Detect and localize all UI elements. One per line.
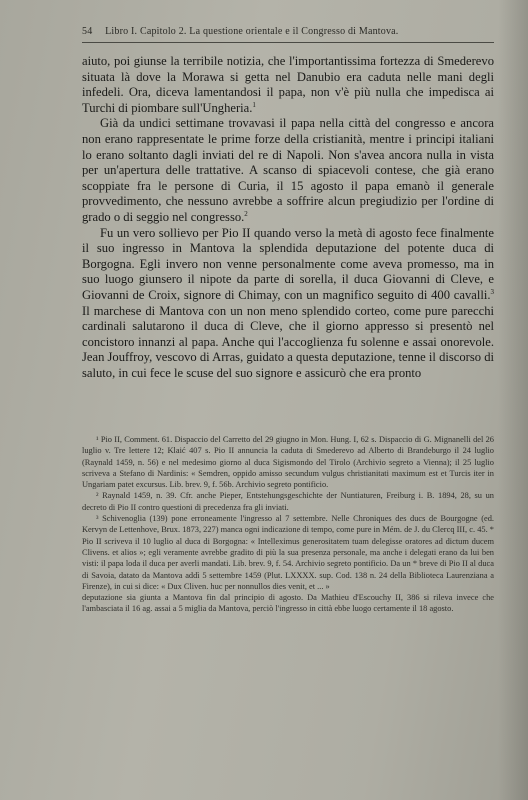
- footnote-ref: 2: [244, 209, 248, 218]
- header-rule: [82, 42, 494, 43]
- footnote-ref: 1: [252, 100, 256, 109]
- page-number: 54: [82, 26, 93, 37]
- paragraph: Fu un vero sollievo per Pio II quando verso la metà di agosto fece finalmente il suo ingresso in Mantova la splendida deputazione del potente duca di Borgogna. Egli invero non venne personalmente come aveva promesso, ma in suo luogo giunsero il nipote da parte di sorella, il duca Giovanni di Cleve, e Giovanni de Croix, signore di Chimay, con un magnifico seguito di 400 cavalli.$^3$ Il marchese di Mantova con un non meno splendido corteo, come pure parecchi cardinali salutarono il duca di Cleve, che il giorno appresso si presentò nel concistoro innanzi al papa. Anche qui l'accoglienza fu solenne e assai onorevole. Jean Jouffroy, vescovo di Arras, guidato a questa deputazione, tenne il discorso di saluto, in cui fece le scuse del suo signore e assicurò che era pronto: [82, 225, 494, 380]
- paragraph: aiuto, poi giunse la terribile notizia, che l'importantissima fortezza di Smederevo situata là dove la Morawa si getta nel Danubio era caduta nelle mani degli infedeli. Ora, diceva lamentandosi il papa, non v'è più nulla che impedisca ai Turchi di piombare sull'Ungheria.$^1$: [82, 54, 494, 115]
- paragraph: Già da undici settimane trovavasi il papa nella città del congresso e ancora non erano rappresentate le prime forze della cristianità, mentre i principi italiani lo erano soltanto dagli inviati del re di Napoli. Non s'avea ancora nulla in vista per un'apertura delle trattative. A scanso di spiacevoli contese, che già erano scoppiate fra le persone di Curia, il 15 agosto il papa emanò il generale provvedimento, che nessuno avrebbe a soffrire alcun pregiudizio per l'ordine di grado o di seggio nel congresso.$^2$: [82, 116, 494, 224]
- footnotes: [82, 434, 494, 615]
- running-title: Libro I. Capitolo 2. La questione orientale e il Congresso di Mantova.: [105, 26, 399, 37]
- footnote-ref: 3: [490, 287, 494, 296]
- footnote-continuation: deputazione sia giunta a Mantova fin dal principio di agosto. Da Mathieu d'Escouchy II, 386 si rileva invece che l'ambasciata il 16 ag. assai a 5 miglia da Mantova, perciò l'ingresso in città ebbe luogo certamente il 18 agosto.: [82, 593, 494, 614]
- footnote: ² Raynald 1459, n. 39. Cfr. anche Pieper, Entstehungsgeschichte der Nuntiaturen, Freiburg i. B. 1894, 28, su un decreto di Pio II contro questioni di precedenza fra gli inviati.: [82, 491, 494, 512]
- footnote: ³ Schivenoglia (139) pone erroneamente l'ingresso al 7 settembre. Nelle Chroniques des ducs de Bourgogne (ed. Kervyn de Lettenhove, Brux. 1873, 227) manca ogni indicazione di tempo, come pure in Mém. de J. du Clercq III, c. 45. * Pio II scriveva il 10 luglio al duca di Borgogna: « Intelleximus generositatem tuam delegisse oratores ad dictum ducem Clivens. et alios »; egli veramente avrebbe gradito di più la sua presenza personale, ma anche i delegati erano da lui ben visti: il papa loda il duca per averli mandati. Lib. brev. 9, f. 54. Archivio segreto pontificio. Da un * breve di Pio II al duca di Savoia, datato da Mantova addì 5 settembre 1459 (Plut. LXXXX. sup. Cod. 138 n. 24 della Biblioteca Laurenziana a Firenze), in cui si dice: « Dux Cliven. huc per nonnullos dies venit, et ... »: [82, 514, 494, 591]
- main-text: [82, 54, 494, 381]
- footnote: ¹ Pio II, Comment. 61. Dispaccio del Carretto del 29 giugno in Mon. Hung. I, 62 s. Dispaccio di G. Mignanelli del 26 luglio v. Tre lettere 12; Klaić 407 s. Pio II annuncia la caduta di Smederevo ad Alberto di Brandeburgo il 24 luglio (Raynald 1459, n. 56) e nel medesimo giorno al duca Sigismondo del Tirolo (Archivio segreto a Vienna); il 25 luglio scriveva a Stefano di Nardinis: « Semdren, oppido amisso secundum vulgus christianitati maximum est et Turcis iter in Ungariam patet excursus. Lib. brev. 9, f. 56b. Archivio segreto pontificio.: [82, 435, 494, 490]
- scan-shadow: [498, 0, 528, 800]
- running-header: [82, 26, 494, 37]
